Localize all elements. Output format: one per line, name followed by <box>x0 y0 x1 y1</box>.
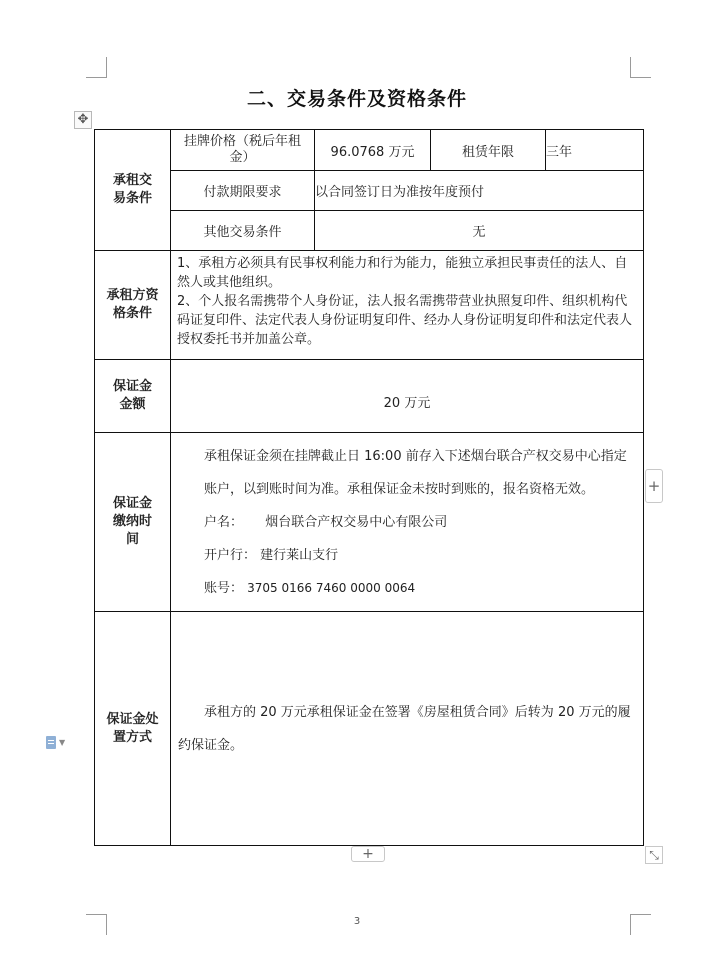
payment-value: 以合同签订日为准按年度预付 <box>315 171 644 211</box>
listing-price-label <box>171 130 315 171</box>
section-trading-conditions <box>95 130 171 251</box>
payment-label: 付款期限要求 <box>171 171 315 211</box>
lease-term-value: 三年 <box>546 130 644 171</box>
table-row <box>95 360 644 433</box>
document-options-button[interactable] <box>46 736 65 749</box>
section-label: 保证金金额 <box>113 379 153 412</box>
section-label: 保证金处置方式 <box>106 711 159 745</box>
resize-diagonal-icon: ⤡ <box>649 848 659 862</box>
account-name-row <box>178 506 635 539</box>
deposit-payment-text: 承租保证金须在挂牌截止日 16:00 前存入下述烟台联合产权交易中心指定账户，以到账时间为准。承租保证金未按时到账的，报名资格无效。 <box>204 448 627 497</box>
crop-mark-top-left <box>86 57 107 78</box>
section-label: 承租方资格条件 <box>106 288 159 321</box>
account-number-row <box>178 572 635 605</box>
other-conditions-value: 无 <box>315 211 644 251</box>
plus-icon: + <box>647 477 661 495</box>
table-row <box>95 130 644 171</box>
page-number: 3 <box>353 916 361 927</box>
account-number-value: 3705 0166 7460 0000 0064 <box>247 580 416 595</box>
table-move-handle[interactable] <box>74 111 92 129</box>
table-row <box>95 612 644 846</box>
qualification-line-2: 2、个人报名需携带个人身份证，法人报名需携带营业执照复印件、组织机构代码证复印件、法定代表人身份证明复印件、经办人身份证明复印件和法定代表人授权委托书并加盖公章。 <box>177 294 633 347</box>
lease-term-label: 租赁年限 <box>431 130 546 171</box>
add-column-button[interactable] <box>645 469 663 503</box>
bank-row <box>178 539 635 572</box>
table-resize-handle[interactable] <box>645 846 663 864</box>
bank-label: 开户行： <box>204 547 257 563</box>
deposit-payment-content <box>171 433 644 612</box>
cell-text: 挂牌价格（税后年租金） <box>183 134 301 165</box>
other-conditions-label: 其他交易条件 <box>171 211 315 251</box>
section-deposit-payment <box>95 433 171 612</box>
conditions-table <box>94 129 644 846</box>
move-arrows-icon: ✥ <box>77 112 89 127</box>
deposit-amount-value: 20 万元 <box>171 360 644 433</box>
qualification-content <box>171 251 644 360</box>
deposit-handling-content <box>171 612 644 846</box>
section-label: 保证金缴纳时间 <box>112 496 152 547</box>
section-label: 承租交易条件 <box>112 173 152 206</box>
account-name-value: 烟台联合产权交易中心有限公司 <box>265 514 448 530</box>
account-name-label: 户名： <box>204 514 244 530</box>
plus-icon: + <box>362 846 374 862</box>
account-number-label: 账号： <box>204 580 244 596</box>
chevron-down-icon: ▼ <box>59 738 66 747</box>
section-qualification <box>95 251 171 360</box>
section-deposit-amount <box>95 360 171 433</box>
table-row <box>95 251 644 360</box>
qualification-line-1: 1、承租方必须具有民事权利能力和行为能力，能独立承担民事责任的法人、自然人或其他组织。 <box>177 256 628 290</box>
table-row <box>95 433 644 612</box>
add-row-button[interactable] <box>351 846 385 862</box>
bank-value: 建行莱山支行 <box>260 547 339 563</box>
listing-price-value: 96.0768 万元 <box>315 130 431 171</box>
section-deposit-handling <box>95 612 171 846</box>
deposit-handling-text: 承租方的 20 万元承租保证金在签署《房屋租赁合同》后转为 20 万元的履约保证金。 <box>178 704 631 753</box>
crop-mark-top-right <box>630 57 651 78</box>
document-icon <box>46 736 56 749</box>
table-row <box>95 171 644 211</box>
section-title: 二、交易条件及资格条件 <box>246 88 467 110</box>
table-row <box>95 211 644 251</box>
